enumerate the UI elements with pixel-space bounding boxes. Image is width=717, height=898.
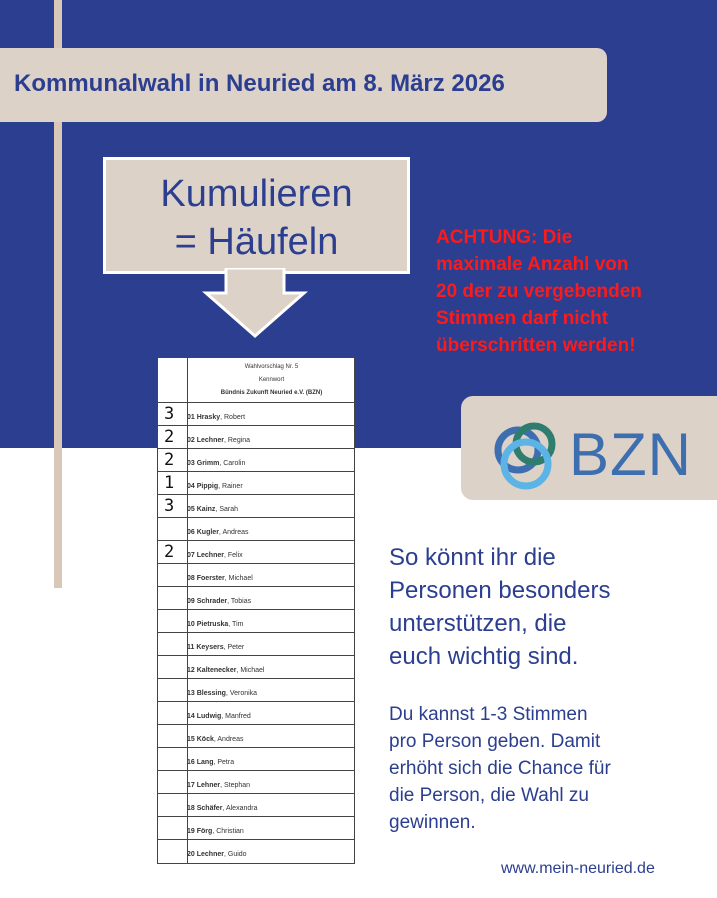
ballot-row <box>158 609 354 633</box>
candidate-first-name: Robert <box>224 414 246 421</box>
warning-line: 20 der zu vergebenden <box>436 281 642 302</box>
bzn-logo-text: BZN <box>569 421 692 488</box>
ballot-header-line: Kennwort <box>258 377 285 383</box>
down-arrow-icon <box>200 268 310 340</box>
candidate-last-name: Lechner <box>196 437 224 444</box>
vote-mark: 3 <box>164 496 175 516</box>
candidate-number: 15 <box>187 736 195 743</box>
warning-line: maximale Anzahl von <box>436 254 629 275</box>
ballot-header-line: Bündnis Zukunft Neuried e.V. (BZN) <box>220 390 323 396</box>
candidate-number: 16 <box>187 759 195 766</box>
ballot-row <box>158 839 354 863</box>
candidate-name: 11 Keysers, Peter <box>187 644 245 651</box>
description-line: erhöht sich die Chance für <box>389 758 611 779</box>
ballot-row <box>158 586 354 610</box>
candidate-name: 09 Schrader, Tobias <box>187 598 252 605</box>
candidate-number: 19 <box>187 828 195 835</box>
candidate-first-name: Peter <box>227 644 245 651</box>
candidate-last-name: Ludwig <box>196 713 222 720</box>
candidate-number: 14 <box>187 713 195 720</box>
candidate-number: 07 <box>187 552 195 559</box>
headline-line-2: = Häufeln <box>174 221 339 263</box>
candidate-first-name: Tobias <box>230 598 252 605</box>
candidate-last-name: Pippig <box>196 483 219 490</box>
candidate-name: 01 Hrasky, Robert <box>187 414 246 421</box>
candidate-number: 18 <box>187 805 195 812</box>
candidate-name: 03 Grimm, Carolin <box>187 460 246 467</box>
candidate-name: 18 Schäfer, Alexandra <box>187 805 258 812</box>
ballot-row <box>158 494 354 518</box>
candidate-name: 12 Kaltenecker, Michael <box>187 667 265 674</box>
vote-mark: 3 <box>164 404 175 424</box>
candidate-number: 04 <box>187 483 195 490</box>
vote-mark: 2 <box>164 542 175 562</box>
candidate-number: 13 <box>187 690 195 697</box>
candidate-name: 19 Förg, Christian <box>187 828 244 835</box>
candidate-last-name: Kaltenecker <box>196 667 237 674</box>
ballot-row <box>158 632 354 656</box>
candidate-first-name: Sarah <box>219 506 238 513</box>
candidate-name: 07 Lechner, Felix <box>187 552 243 559</box>
candidate-name: 15 Köck, Andreas <box>187 736 244 743</box>
ballot-row <box>158 517 354 541</box>
candidate-number: 20 <box>187 851 195 858</box>
ballot-row <box>158 655 354 679</box>
ballot-row <box>158 724 354 748</box>
ballot-row <box>158 770 354 794</box>
description-line: Personen besonders <box>389 577 611 604</box>
candidate-number: 06 <box>187 529 195 536</box>
candidate-first-name: Guido <box>227 851 247 858</box>
candidate-number: 03 <box>187 460 195 467</box>
warning-line: überschritten werden! <box>436 335 636 356</box>
candidate-last-name: Foerster <box>196 575 225 582</box>
candidate-last-name: Blessing <box>196 690 226 697</box>
candidate-name: 05 Kainz, Sarah <box>187 506 238 513</box>
headline <box>106 170 407 266</box>
ballot-row <box>158 540 354 564</box>
ballot-row <box>158 747 354 771</box>
ballot-row <box>158 448 354 472</box>
candidate-number: 12 <box>187 667 195 674</box>
candidate-first-name: Christian <box>216 828 244 835</box>
candidate-first-name: Andreas <box>217 736 244 743</box>
candidate-last-name: Lechner <box>196 552 224 559</box>
ballot-header <box>187 358 355 403</box>
candidate-name: 14 Ludwig, Manfred <box>187 713 251 720</box>
candidate-number: 11 <box>187 644 195 651</box>
candidate-first-name: Alexandra <box>225 805 258 812</box>
warning-line: ACHTUNG: Die <box>436 227 573 248</box>
candidate-first-name: Tim <box>232 621 244 628</box>
candidate-name: 17 Lehner, Stephan <box>187 782 251 789</box>
ballot-row <box>158 563 354 587</box>
candidate-name: 13 Blessing, Veronika <box>187 690 258 697</box>
candidate-first-name: Stephan <box>223 782 251 789</box>
candidate-last-name: Pietruska <box>196 621 229 628</box>
candidate-name: 02 Lechner, Regina <box>187 437 251 444</box>
candidate-number: 08 <box>187 575 195 582</box>
warning-text <box>436 224 706 359</box>
ballot-row <box>158 402 354 426</box>
bzn-rings-logo-icon <box>490 414 570 494</box>
ballot-sample <box>157 357 355 864</box>
description-line: So könnt ihr die <box>389 544 556 571</box>
description-line: Du kannst 1-3 Stimmen <box>389 704 588 725</box>
warning-line: Stimmen darf nicht <box>436 308 609 329</box>
headline-line-1: Kumulieren <box>160 173 353 215</box>
candidate-last-name: Förg <box>196 828 213 835</box>
candidate-number: 09 <box>187 598 195 605</box>
description-line: gewinnen. <box>389 812 476 833</box>
candidate-name: 20 Lechner, Guido <box>187 851 247 858</box>
candidate-name: 16 Lang, Petra <box>187 759 235 766</box>
description-line: pro Person geben. Damit <box>389 731 601 752</box>
description-line: die Person, die Wahl zu <box>389 785 589 806</box>
candidate-last-name: Lechner <box>196 851 224 858</box>
description-main <box>389 541 689 673</box>
candidate-number: 01 <box>187 414 195 421</box>
candidate-last-name: Kugler <box>196 529 219 536</box>
candidate-last-name: Schäfer <box>196 805 223 812</box>
vote-mark: 1 <box>164 473 175 493</box>
candidate-last-name: Köck <box>196 736 214 743</box>
candidate-number: 02 <box>187 437 195 444</box>
candidate-last-name: Lehner <box>196 782 221 789</box>
ballot-row <box>158 678 354 702</box>
ballot-row <box>158 471 354 495</box>
candidate-first-name: Michael <box>228 575 253 582</box>
vote-mark: 2 <box>164 450 175 470</box>
ballot-row <box>158 701 354 725</box>
candidate-first-name: Veronika <box>229 690 258 697</box>
candidate-number: 10 <box>187 621 195 628</box>
candidate-last-name: Schrader <box>196 598 228 605</box>
ballot-row <box>158 425 354 449</box>
candidate-last-name: Kainz <box>196 506 216 513</box>
candidate-first-name: Felix <box>227 552 243 559</box>
candidate-first-name: Carolin <box>223 460 246 467</box>
candidate-name: 08 Foerster, Michael <box>187 575 253 582</box>
candidate-first-name: Petra <box>217 759 235 766</box>
candidate-number: 17 <box>187 782 195 789</box>
candidate-first-name: Rainer <box>222 483 243 490</box>
candidate-first-name: Michael <box>240 667 265 674</box>
candidate-first-name: Andreas <box>222 529 249 536</box>
ballot-row <box>158 793 354 817</box>
description-line: unterstützen, die <box>389 610 567 637</box>
candidate-name: 10 Pietruska, Tim <box>187 621 244 628</box>
ballot-row <box>158 816 354 840</box>
description-detail <box>389 701 689 836</box>
candidate-last-name: Keysers <box>196 644 224 651</box>
description-line: euch wichtig sind. <box>389 643 579 670</box>
ballot-header-line: Wahlvorschlag Nr. 5 <box>244 364 299 370</box>
candidate-name: 06 Kugler, Andreas <box>187 529 249 536</box>
candidate-number: 05 <box>187 506 195 513</box>
candidate-first-name: Regina <box>227 437 251 444</box>
candidate-name: 04 Pippig, Rainer <box>187 483 243 490</box>
candidate-last-name: Hrasky <box>196 414 221 421</box>
page-title: Kommunalwahl in Neuried am 8. März 2026 <box>14 70 505 97</box>
vote-mark: 2 <box>164 427 175 447</box>
candidate-first-name: Manfred <box>225 713 251 720</box>
website-link[interactable]: www.mein-neuried.de <box>501 860 655 877</box>
candidate-last-name: Grimm <box>196 460 220 467</box>
candidate-last-name: Lang <box>196 759 214 766</box>
